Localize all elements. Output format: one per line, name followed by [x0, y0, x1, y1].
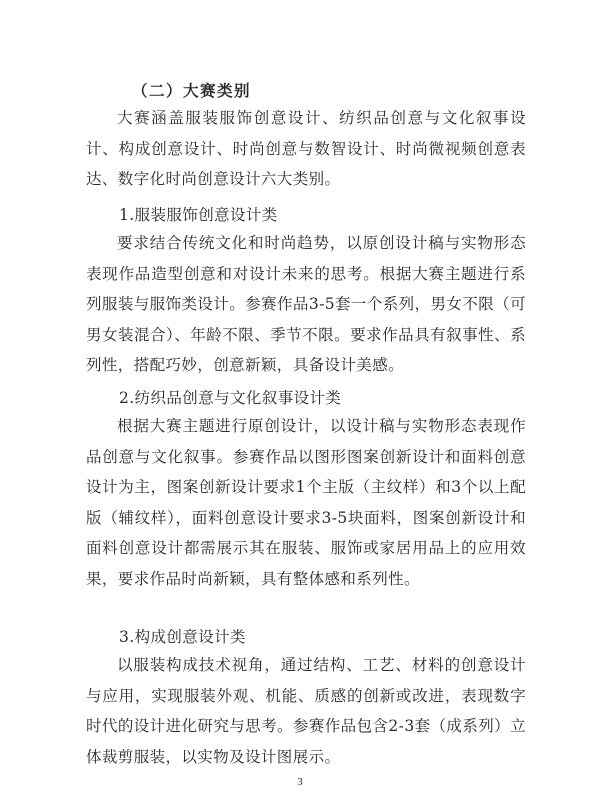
category-2-title: 2.纺织品创意与文化叙事设计类: [119, 389, 342, 407]
page-number: 3: [297, 776, 303, 788]
category-3-body: 以服装构成技术视角，通过结构、工艺、材料的创意设计与应用，实现服装外观、机能、质感的创新或改进，表现数字时代的设计进化研究与思考。参赛作品包含2-3套（成系列）立体裁剪服装，以实物及设计图展示。: [86, 656, 526, 766]
category-2-body: 根据大赛主题进行原创设计，以设计稿与实物形态表现作品创意与文化叙事。参赛作品以图形图案创新设计和面料创意设计为主，图案创新设计要求1个主版（主纹样）和3个以上配版（辅纹样），面料创意设计要求3-5块面料，图案创新设计和面料创意设计都需展示其在服装、服饰或家居用品上的应用效果，要求作品时尚新颖，具有整体感和系列性。: [86, 417, 526, 588]
intro-paragraph: 大赛涵盖服装服饰创意设计、纺织品创意与文化叙事设计、构成创意设计、时尚创意与数智设计、时尚微视频创意表达、数字化时尚创意设计六大类别。: [86, 109, 526, 189]
category-1-title: 1.服装服饰创意设计类: [119, 206, 278, 224]
section-heading: （二）大赛类别: [132, 82, 252, 100]
category-1-body: 要求结合传统文化和时尚趋势，以原创设计稿与实物形态表现作品造型创意和对设计未来的思考。根据大赛主题进行系列服装与服饰类设计。参赛作品3-5套一个系列，男女不限（可男女装混合）、年龄不限、季节不限。要求作品具有叙事性、系列性，搭配巧妙，创意新颖，具备设计美感。: [86, 234, 526, 375]
category-3-title: 3.构成创意设计类: [119, 628, 246, 646]
